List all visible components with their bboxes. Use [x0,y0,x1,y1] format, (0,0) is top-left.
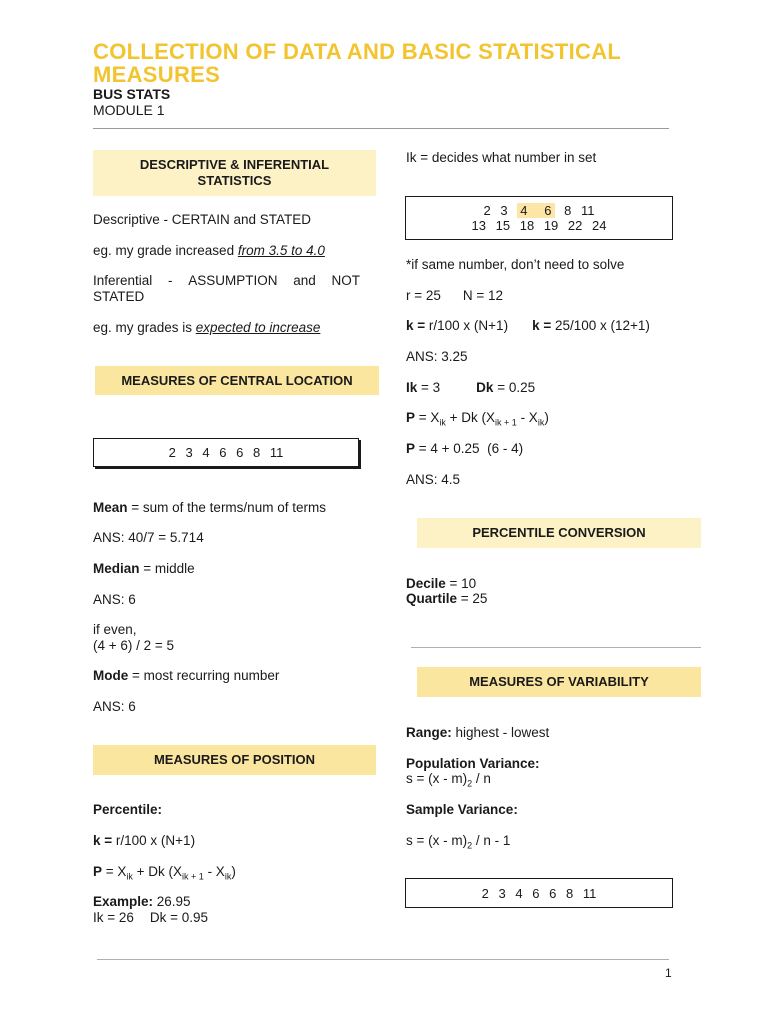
term: Dk [476,380,494,395]
r-n-values [406,288,503,304]
if-even-calc: (4 + 6) / 2 = 5 [93,638,175,653]
value: 8 [565,885,574,901]
value: 18 [519,218,535,233]
word: - [168,273,173,288]
heading-position [93,745,376,775]
r-value: r = 25 [406,288,441,303]
value: 6 [219,445,227,460]
term: P [406,441,416,456]
value: = 10 [445,576,477,591]
p-formula [406,410,549,431]
term: P [93,864,103,879]
header-divider [93,128,669,129]
ik-description: Ik = decides what number in set [406,150,597,165]
formula-part: s = (x - m) [406,833,468,848]
word: Inferential [93,273,153,288]
example-ik-dk [93,910,208,926]
term: Mean [93,500,128,515]
definition: = most recurring number [128,668,280,683]
value: 6 [544,203,552,218]
formula-part: / n [472,771,491,786]
value: 26.95 [153,894,191,909]
definition: = middle [139,561,195,576]
exponent: 2 [467,840,473,851]
value: 8 [252,445,261,460]
value: 11 [582,885,597,901]
highlighted-value [517,203,554,218]
value: 24 [592,218,607,233]
formula: = 4 + 0.25 (6 - 4) [415,441,524,456]
value: 2 [168,445,176,460]
value: 3 [498,885,506,901]
value: 4 [202,445,210,460]
decile-value [406,576,476,592]
k-formula [93,833,195,849]
example-emphasis: expected to increase [195,320,321,335]
term: Quartile [406,591,458,606]
dataset-box [93,438,359,467]
value: 3 [500,203,508,218]
term: Decile [406,576,446,591]
heading-central-location [95,366,379,395]
dk-value: Dk = 0.95 [149,910,209,925]
document-subtitle: BUS STATS [93,86,171,102]
value: 6 [236,445,244,460]
term: k = [532,318,552,333]
example-emphasis: from 3.5 to 4.0 [237,243,325,258]
same-number-note: *if same number, don’t need to solve [406,257,625,272]
ik-dk-values [406,380,535,396]
formula-part: = X [415,410,440,425]
range-definition [406,725,549,741]
median-definition [93,561,195,577]
word: NOT [331,273,360,288]
inferential-definition [93,273,360,289]
sample-variance-formula [406,833,510,854]
heading-percentile-conversion [417,518,701,548]
term: k = [406,318,426,333]
value: 19 [543,218,559,233]
subscript: ik + 1 [495,417,517,428]
value: 11 [269,445,284,460]
k-answer: ANS: 3.25 [406,349,468,364]
p-answer: ANS: 4.5 [406,472,461,487]
example-text: eg. my grade increased [93,243,238,258]
value: 6 [532,885,540,901]
formula: 25/100 x (12+1) [551,318,650,333]
value: 6 [549,885,557,901]
set-row-1 [480,203,597,218]
mode-definition [93,668,279,684]
value: 11 [581,203,595,218]
p-calculation [406,441,523,457]
word: and [293,273,316,288]
mean-definition [93,500,326,516]
descriptive-definition: Descriptive - CERTAIN and STATED [93,212,312,227]
page-number: 1 [665,966,672,980]
term: Median [93,561,140,576]
sample-variance-label: Sample Variance: [406,802,518,817]
value: 13 [471,218,486,233]
formula-part: = X [102,864,127,879]
value: 8 [564,203,572,218]
formula: r/100 x (N+1) [425,318,509,333]
heading-text: PERCENTILE CONVERSION [472,525,646,540]
exponent: 2 [467,778,473,789]
value: 4 [515,885,523,901]
if-even-label: if even, [93,622,137,637]
formula-part: + Dk (X [132,864,183,879]
set-row-2 [469,218,610,233]
term: Range: [406,725,452,740]
value: = 3 [417,380,441,395]
document-title: COLLECTION OF DATA AND BASIC STATISTICAL MEASURES [93,39,621,87]
term: k = [93,833,113,848]
heading-text: MEASURES OF VARIABILITY [469,674,649,689]
value: 4 [520,203,528,218]
value: 3 [185,445,193,460]
mean-answer: ANS: 40/7 = 5.714 [93,530,204,545]
ik-value: Ik = 26 [93,910,134,925]
subscript: ik [537,417,545,428]
heading-text: MEASURES OF POSITION [153,752,316,767]
median-answer: ANS: 6 [93,592,136,607]
value: = 0.25 [493,380,536,395]
formula: r/100 x (N+1) [112,833,196,848]
value: 2 [483,203,491,218]
heading-text: DESCRIPTIVE & INFERENTIAL STATISTICS [139,157,330,188]
subscript: ik [224,871,232,882]
value: 15 [495,218,511,233]
subscript: ik + 1 [182,871,204,882]
definition: highest - lowest [451,725,550,740]
example-text: eg. my grades is [93,320,196,335]
formula-part: + Dk (X [445,410,496,425]
mode-answer: ANS: 6 [93,699,136,714]
subscript: ik [126,871,133,882]
formula-part: ) [231,864,236,879]
term: Ik [406,380,418,395]
descriptive-example [93,243,325,259]
module-label: MODULE 1 [93,102,165,118]
value: 22 [567,218,583,233]
term: Example: [93,894,154,909]
heading-text: MEASURES OF CENTRAL LOCATION [121,372,353,388]
heading-variability [417,667,701,697]
ordered-set-box [405,196,673,240]
term: P [406,410,416,425]
heading-descriptive-inferential [93,150,376,196]
quartile-value [406,591,487,607]
word: ASSUMPTION [188,273,278,288]
inferential-example [93,320,320,336]
percentile-label: Percentile: [93,802,163,817]
value: = 25 [457,591,488,606]
value: 2 [481,885,489,901]
population-variance-formula [406,771,491,792]
example-line [93,894,191,910]
subscript: ik [439,417,446,428]
population-variance-label: Population Variance: [406,756,540,771]
term: Mode [93,668,129,683]
k-calculation [406,318,650,334]
n-value: N = 12 [462,288,504,303]
formula-part: ) [544,410,549,425]
dataset-row [479,886,600,901]
formula-part: - X [203,864,225,879]
variability-dataset-box [405,878,673,908]
formula-part: s = (x - m) [406,771,468,786]
section-divider [411,647,701,648]
formula-part: / n - 1 [472,833,511,848]
inferential-definition-cont: STATED [93,289,145,304]
p-formula [93,864,236,885]
formula-part: - X [516,410,538,425]
definition: = sum of the terms/num of terms [127,500,326,515]
footer-divider [97,959,669,960]
dataset-row [166,445,287,460]
